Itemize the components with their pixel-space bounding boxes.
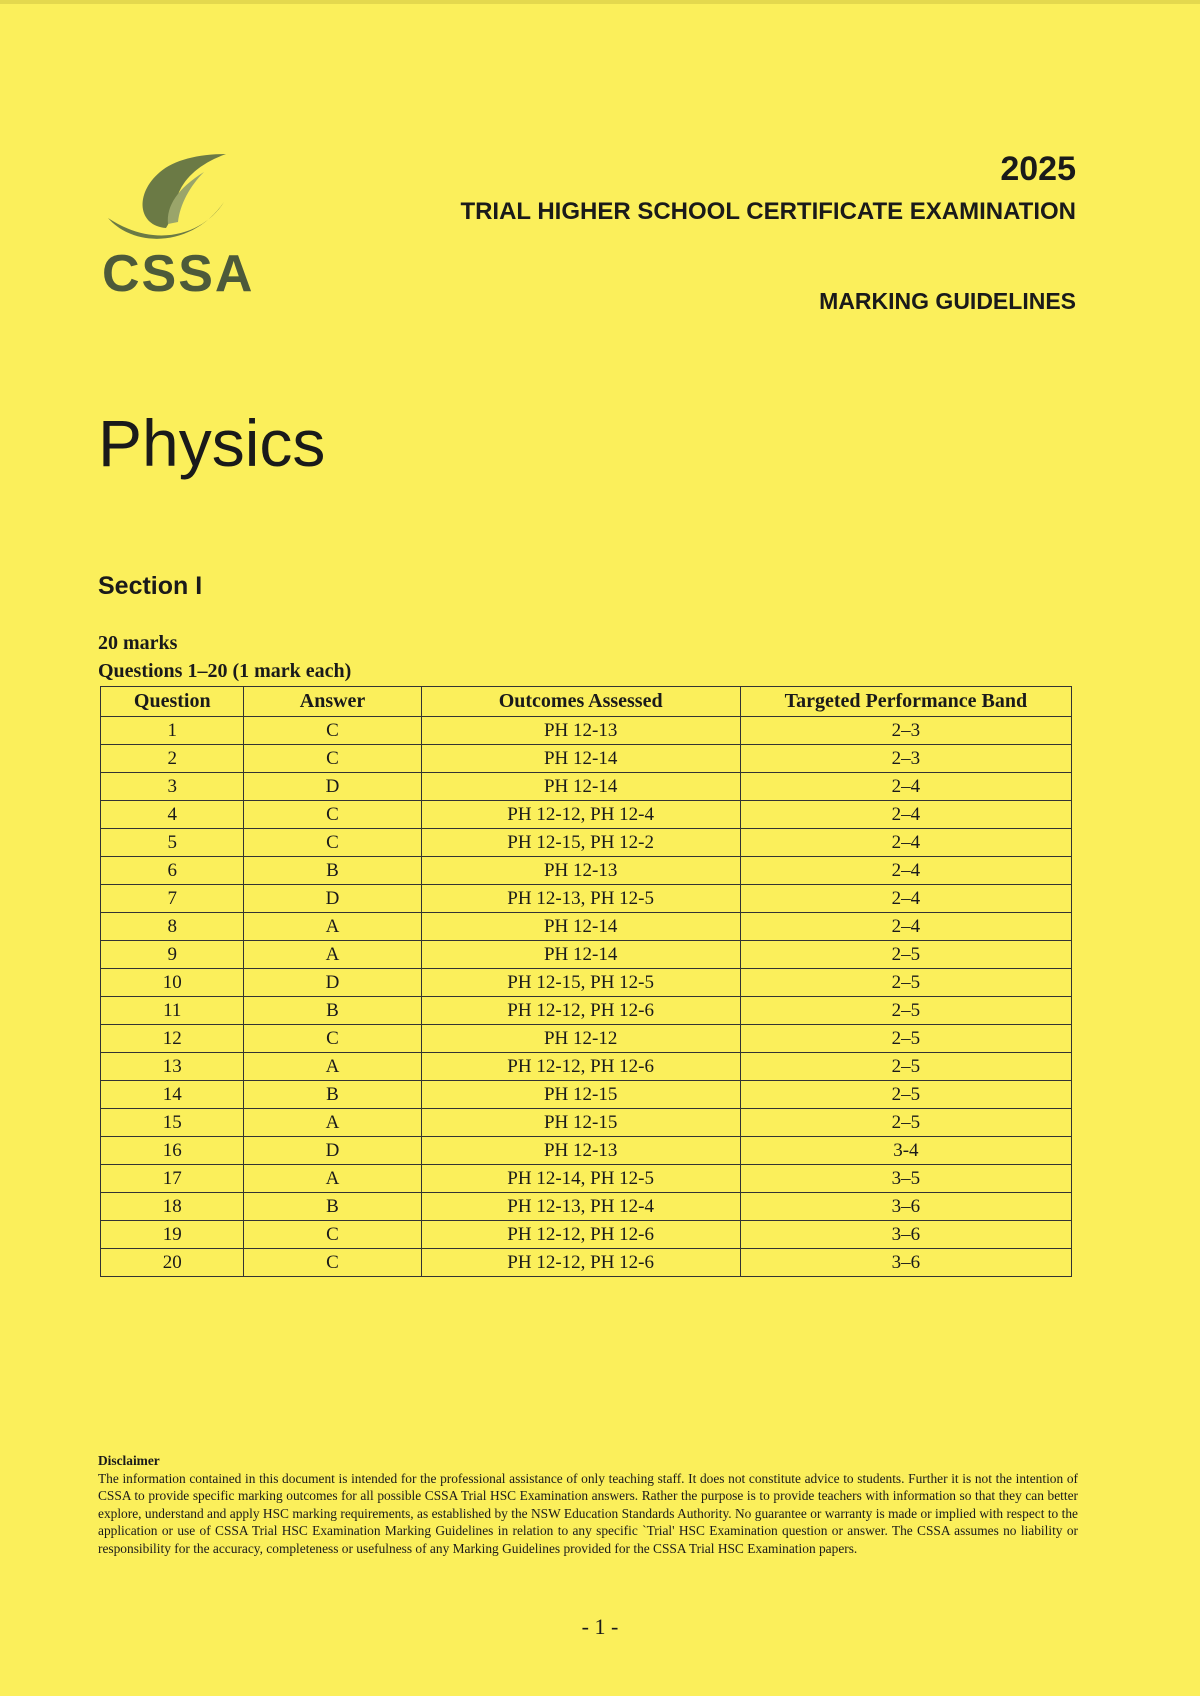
table-row — [101, 801, 1072, 829]
cell-outcomes: PH 12-12, PH 12-6 — [421, 1221, 740, 1249]
section-title: Section I — [98, 572, 203, 600]
cell-answer: B — [244, 997, 421, 1025]
table-row — [101, 1165, 1072, 1193]
table-row — [101, 997, 1072, 1025]
cell-outcomes: PH 12-14 — [421, 745, 740, 773]
cell-outcomes: PH 12-15, PH 12-5 — [421, 969, 740, 997]
cell-question: 1 — [101, 717, 244, 745]
table-row — [101, 857, 1072, 885]
cell-band: 3-4 — [740, 1137, 1071, 1165]
table-row — [101, 885, 1072, 913]
cell-answer: B — [244, 857, 421, 885]
cell-band: 2–4 — [740, 829, 1071, 857]
header-answer: Answer — [244, 687, 421, 717]
cell-answer: C — [244, 1221, 421, 1249]
cell-band: 2–5 — [740, 1053, 1071, 1081]
cell-outcomes: PH 12-12, PH 12-6 — [421, 997, 740, 1025]
cell-outcomes: PH 12-13, PH 12-4 — [421, 1193, 740, 1221]
cell-outcomes: PH 12-14 — [421, 773, 740, 801]
table-row — [101, 773, 1072, 801]
header-outcomes: Outcomes Assessed — [421, 687, 740, 717]
cell-answer: C — [244, 1025, 421, 1053]
page-number: - 1 - — [581, 1614, 619, 1639]
cell-answer: A — [244, 1165, 421, 1193]
header-band: Targeted Performance Band — [740, 687, 1071, 717]
cell-question: 3 — [101, 773, 244, 801]
cell-question: 15 — [101, 1109, 244, 1137]
table-row — [101, 829, 1072, 857]
table-header-row — [101, 687, 1072, 717]
table-row — [101, 1249, 1072, 1277]
cell-outcomes: PH 12-12, PH 12-6 — [421, 1249, 740, 1277]
cell-band: 3–6 — [740, 1193, 1071, 1221]
cell-outcomes: PH 12-15 — [421, 1081, 740, 1109]
cell-question: 17 — [101, 1165, 244, 1193]
guide-title: MARKING GUIDELINES — [819, 288, 1076, 314]
cell-outcomes: PH 12-13 — [421, 717, 740, 745]
cell-question: 5 — [101, 829, 244, 857]
answer-table — [100, 686, 1072, 1277]
cell-answer: A — [244, 1109, 421, 1137]
cell-question: 16 — [101, 1137, 244, 1165]
cell-question: 6 — [101, 857, 244, 885]
disclaimer-text: The information contained in this document is intended for the professional assistance of only teaching staff. It does not constitute advice to students. Further it is not the intention of CSSA to provide specific marking outcomes for all possible CSSA Trial HSC Examination answers. Rather the purpose is to provide teachers with information so that they can better explore, understand and apply HSC marking requirements, as established by the NSW Education Standards Authority. No guarantee or warranty is made or implied with respect to the application or use of CSSA Trial HSC Examination Marking Guidelines in relation to any specific `Trial' HSC Examination question or answer. The CSSA assumes no liability or responsibility for the accuracy, completeness or usefulness of any Marking Guidelines provided for the CSSA Trial HSC Examination papers. — [98, 1470, 1078, 1556]
cssa-leaf-icon — [108, 150, 228, 250]
disclaimer — [98, 1452, 1078, 1558]
cell-band: 2–4 — [740, 885, 1071, 913]
cell-answer: D — [244, 773, 421, 801]
cell-answer: C — [244, 1249, 421, 1277]
cell-question: 19 — [101, 1221, 244, 1249]
cell-question: 7 — [101, 885, 244, 913]
cell-question: 10 — [101, 969, 244, 997]
cell-outcomes: PH 12-15, PH 12-2 — [421, 829, 740, 857]
cell-band: 2–5 — [740, 941, 1071, 969]
table-row — [101, 745, 1072, 773]
table-row — [101, 1137, 1072, 1165]
cell-answer: C — [244, 717, 421, 745]
table-row — [101, 941, 1072, 969]
page-edge — [0, 0, 1200, 4]
cell-band: 2–5 — [740, 1081, 1071, 1109]
table-row — [101, 1193, 1072, 1221]
section-questions: Questions 1–20 (1 mark each) — [98, 660, 352, 682]
cell-question: 13 — [101, 1053, 244, 1081]
cell-band: 2–5 — [740, 1025, 1071, 1053]
cell-answer: A — [244, 941, 421, 969]
cell-answer: D — [244, 885, 421, 913]
cell-band: 2–5 — [740, 997, 1071, 1025]
table-row — [101, 969, 1072, 997]
cell-band: 2–4 — [740, 913, 1071, 941]
cell-answer: D — [244, 969, 421, 997]
table-row — [101, 913, 1072, 941]
cell-band: 2–3 — [740, 745, 1071, 773]
exam-title: TRIAL HIGHER SCHOOL CERTIFICATE EXAMINATION — [460, 198, 1076, 225]
cell-outcomes: PH 12-12, PH 12-6 — [421, 1053, 740, 1081]
subject-title: Physics — [98, 406, 326, 480]
cell-question: 11 — [101, 997, 244, 1025]
cell-outcomes: PH 12-14 — [421, 941, 740, 969]
cell-question: 9 — [101, 941, 244, 969]
cell-outcomes: PH 12-12, PH 12-4 — [421, 801, 740, 829]
cell-answer: C — [244, 745, 421, 773]
cell-question: 18 — [101, 1193, 244, 1221]
header-question: Question — [101, 687, 244, 717]
cell-band: 3–6 — [740, 1249, 1071, 1277]
cell-question: 12 — [101, 1025, 244, 1053]
cell-question: 4 — [101, 801, 244, 829]
cell-outcomes: PH 12-13 — [421, 1137, 740, 1165]
table-row — [101, 1221, 1072, 1249]
cell-band: 2–3 — [740, 717, 1071, 745]
cell-outcomes: PH 12-15 — [421, 1109, 740, 1137]
cell-question: 8 — [101, 913, 244, 941]
cell-question: 2 — [101, 745, 244, 773]
cell-answer: A — [244, 1053, 421, 1081]
cell-band: 3–5 — [740, 1165, 1071, 1193]
cell-band: 2–4 — [740, 773, 1071, 801]
exam-year: 2025 — [1000, 150, 1076, 188]
cell-band: 2–4 — [740, 857, 1071, 885]
cssa-logo — [98, 150, 255, 303]
cell-answer: C — [244, 801, 421, 829]
cell-answer: D — [244, 1137, 421, 1165]
section-marks: 20 marks — [98, 632, 178, 654]
cell-outcomes: PH 12-14, PH 12-5 — [421, 1165, 740, 1193]
table-row — [101, 1109, 1072, 1137]
cell-band: 2–5 — [740, 1109, 1071, 1137]
disclaimer-title: Disclaimer — [98, 1453, 160, 1468]
table-row — [101, 717, 1072, 745]
answer-rows — [101, 717, 1072, 1277]
cell-question: 14 — [101, 1081, 244, 1109]
table-row — [101, 1025, 1072, 1053]
cell-band: 3–6 — [740, 1221, 1071, 1249]
cell-answer: B — [244, 1193, 421, 1221]
cell-outcomes: PH 12-13, PH 12-5 — [421, 885, 740, 913]
cell-band: 2–5 — [740, 969, 1071, 997]
cell-outcomes: PH 12-14 — [421, 913, 740, 941]
cell-outcomes: PH 12-13 — [421, 857, 740, 885]
cell-outcomes: PH 12-12 — [421, 1025, 740, 1053]
table-row — [101, 1053, 1072, 1081]
cell-answer: A — [244, 913, 421, 941]
cell-answer: C — [244, 829, 421, 857]
cell-band: 2–4 — [740, 801, 1071, 829]
table-row — [101, 1081, 1072, 1109]
cell-answer: B — [244, 1081, 421, 1109]
logo-text: CSSA — [102, 245, 255, 303]
cell-question: 20 — [101, 1249, 244, 1277]
